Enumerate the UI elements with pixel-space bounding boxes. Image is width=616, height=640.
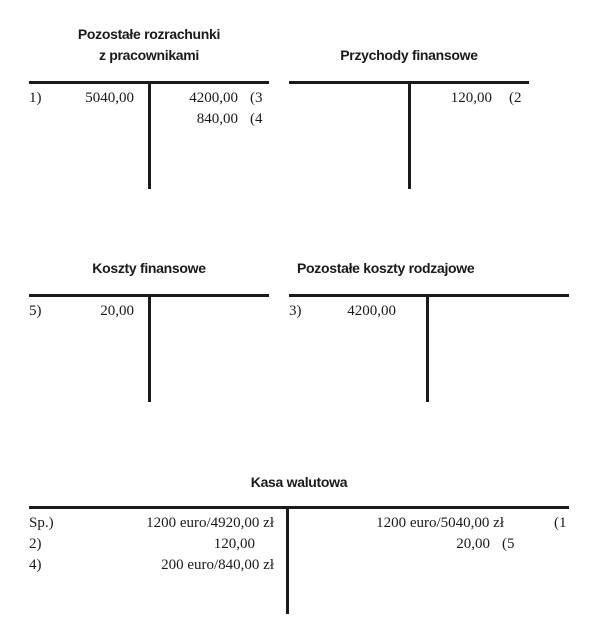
account-title-line-2: z pracownikami xyxy=(98,47,200,63)
credit-ref: (1 xyxy=(554,515,567,531)
debit-ref: 1) xyxy=(29,90,42,106)
debit-ref: Sp.) xyxy=(29,515,54,531)
credit-amount: 4200,00 xyxy=(189,90,238,106)
credit-ref: (3 xyxy=(250,90,263,106)
debit-amount: 120,00 xyxy=(213,536,255,552)
credit-ref: (4 xyxy=(250,111,263,127)
account-title: Koszty finansowe xyxy=(92,260,206,276)
account-title: Pozostałe koszty rodzajowe xyxy=(297,260,475,276)
debit-amount: 200 euro/840,00 zł xyxy=(161,557,274,573)
account-vertical-rule xyxy=(286,506,289,614)
debit-ref: 2) xyxy=(29,536,42,552)
debit-ref: 3) xyxy=(289,303,302,319)
debit-amount: 1200 euro/4920,00 zł xyxy=(146,515,274,531)
account-title-line-1: Pozostałe rozrachunki xyxy=(77,26,221,42)
account-title xyxy=(29,24,269,66)
account-horizontal-rule xyxy=(29,506,569,509)
credit-amount: 1200 euro/5040,00 zł xyxy=(376,515,504,531)
credit-ref: (2 xyxy=(509,90,522,106)
debit-amount: 4200,00 xyxy=(347,303,396,319)
credit-amount: 840,00 xyxy=(196,111,238,127)
account-vertical-rule xyxy=(408,81,411,189)
credit-amount: 120,00 xyxy=(450,90,492,106)
credit-ref: (5 xyxy=(502,536,515,552)
account-title: Przychody finansowe xyxy=(340,47,478,63)
debit-amount: 20,00 xyxy=(100,303,134,319)
debit-amount: 5040,00 xyxy=(85,90,134,106)
account-vertical-rule xyxy=(426,294,429,402)
account-vertical-rule xyxy=(148,294,151,402)
credit-amount: 20,00 xyxy=(456,536,490,552)
account-title: Kasa walutowa xyxy=(250,474,348,490)
debit-ref: 4) xyxy=(29,557,42,573)
debit-ref: 5) xyxy=(29,303,42,319)
account-horizontal-rule xyxy=(289,294,569,297)
account-vertical-rule xyxy=(148,81,151,189)
